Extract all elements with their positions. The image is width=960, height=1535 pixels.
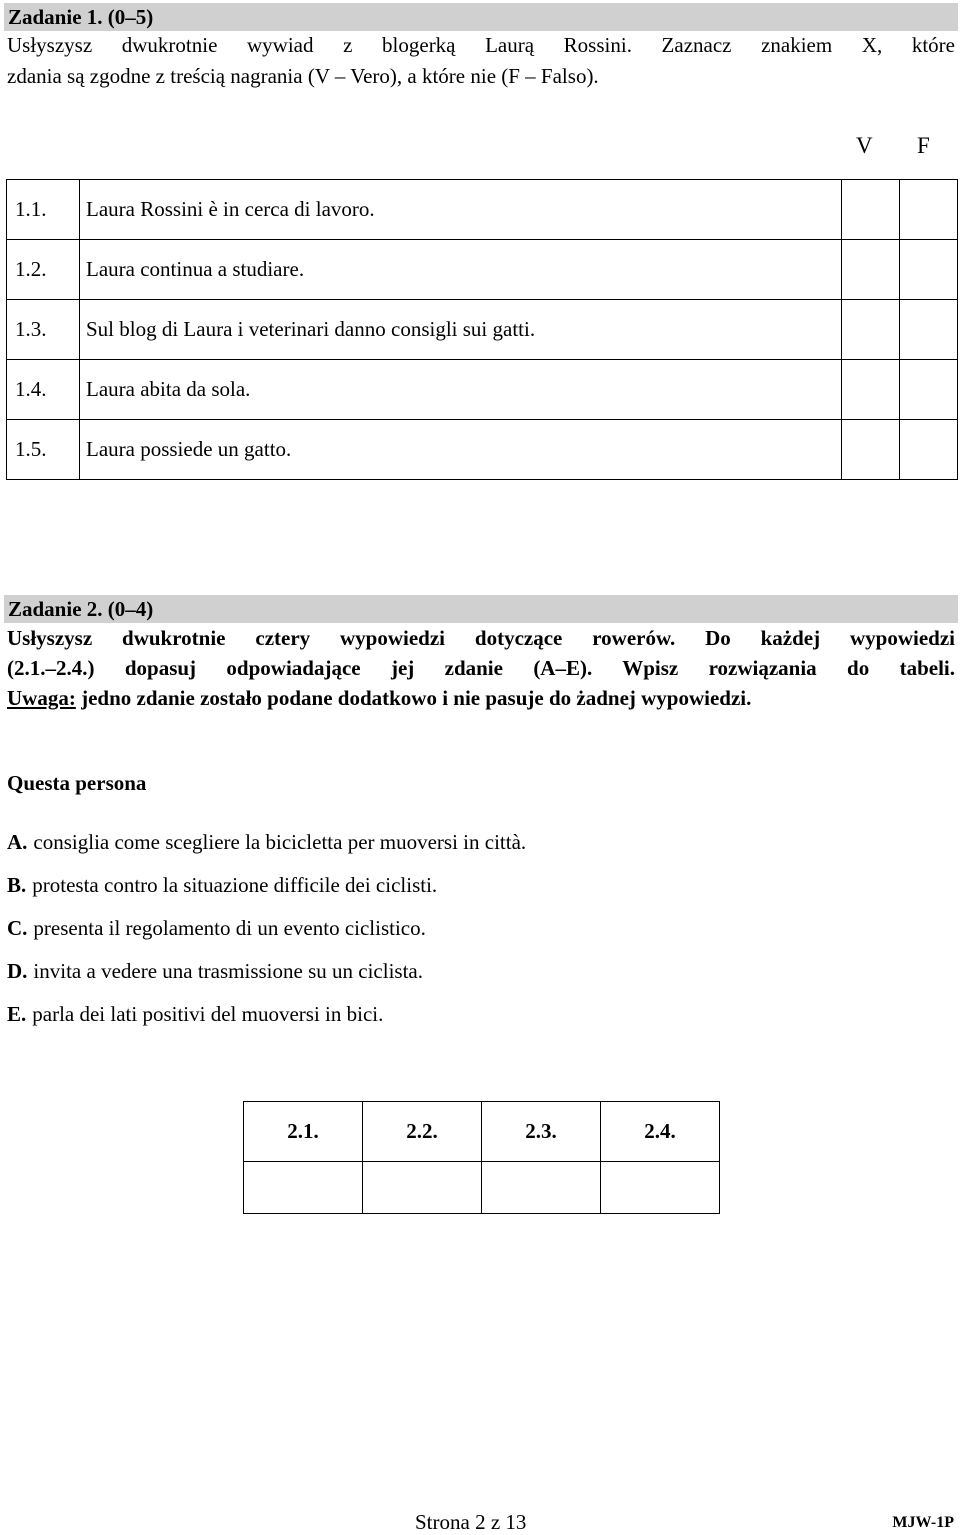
answer-header: 2.3. [482,1102,601,1162]
page-number: Strona 2 z 13 [415,1510,527,1534]
row-number: 1.1. [7,180,80,240]
statement: Laura Rossini è in cerca di lavoro. [80,180,842,240]
answer-cell-v[interactable] [842,300,900,360]
table-row [7,180,958,240]
note-label: Uwaga: [7,686,76,710]
answer-cell-v[interactable] [842,180,900,240]
answer-cell-f[interactable] [900,420,958,480]
answer-cell-f[interactable] [900,360,958,420]
task2-subtitle: Questa persona [7,771,147,795]
option-text: invita a vedere una trasmissione su un ciclista. [33,959,423,983]
task2-answer-table [243,1101,720,1214]
option-text: protesta contro la situazione difficile dei ciclisti. [32,873,438,897]
list-item [7,830,526,855]
task2-title: Zadanie 2. (0–4) [4,595,958,623]
row-number: 1.5. [7,420,80,480]
statement: Laura abita da sola. [80,360,842,420]
answer-cell-v[interactable] [842,240,900,300]
table-row [7,360,958,420]
row-number: 1.3. [7,300,80,360]
answer-header: 2.2. [363,1102,482,1162]
table-row [7,300,958,360]
answer-cell-f[interactable] [900,300,958,360]
list-item [7,1002,383,1027]
table-row [7,240,958,300]
answer-cell-v[interactable] [842,360,900,420]
answer-cell-v[interactable] [842,420,900,480]
task1-title: Zadanie 1. (0–5) [4,3,958,31]
list-item [7,873,437,898]
answer-cell-f[interactable] [900,180,958,240]
option-letter: C. [7,916,28,940]
task2-instruction-line2: (2.1.–2.4.) dopasuj odpowiadające jej zdanie (A–E). Wpisz rozwiązania do tabeli. [7,656,955,680]
row-number: 1.2. [7,240,80,300]
task1-table [6,179,958,480]
task1-instruction-line1: Usłyszysz dwukrotnie wywiad z blogerką Laurą Rossini. Zaznacz znakiem X, które [7,33,955,57]
row-number: 1.4. [7,360,80,420]
task2-instruction-line1: Usłyszysz dwukrotnie cztery wypowiedzi dotyczące rowerów. Do każdej wypowiedzi [7,626,955,650]
table-row [7,420,958,480]
table-row [244,1162,720,1214]
option-letter: E. [7,1002,27,1026]
option-letter: A. [7,830,28,854]
statement: Laura possiede un gatto. [80,420,842,480]
statement: Laura continua a studiare. [80,240,842,300]
column-header-f: F [917,133,930,158]
answer-cell[interactable] [482,1162,601,1214]
option-letter: D. [7,959,28,983]
option-text: presenta il regolamento di un evento ciclistico. [33,916,426,940]
list-item [7,959,423,984]
option-letter: B. [7,873,27,897]
answer-cell[interactable] [363,1162,482,1214]
answer-cell-f[interactable] [900,240,958,300]
option-text: parla dei lati positivi del muoversi in bici. [32,1002,384,1026]
answer-cell[interactable] [244,1162,363,1214]
task1-instruction-line2: zdania są zgodne z treścią nagrania (V – Vero), a które nie (F – Falso). [7,64,599,88]
answer-header: 2.1. [244,1102,363,1162]
note-text: jedno zdanie zostało podane dodatkowo i nie pasuje do żadnej wypowiedzi. [75,686,752,710]
task2-note [7,686,751,711]
answer-cell[interactable] [601,1162,720,1214]
answer-header: 2.4. [601,1102,720,1162]
statement: Sul blog di Laura i veterinari danno consigli sui gatti. [80,300,842,360]
exam-code: MJW-1P [892,1514,954,1531]
table-row [244,1102,720,1162]
list-item [7,916,426,941]
option-text: consiglia come scegliere la bicicletta per muoversi in città. [33,830,527,854]
column-header-v: V [856,133,873,158]
